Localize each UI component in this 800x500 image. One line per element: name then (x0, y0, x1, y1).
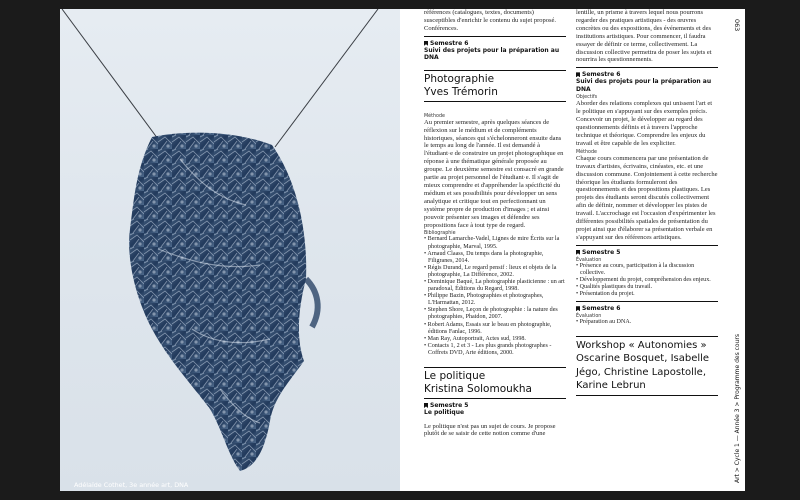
evaluation-list (576, 319, 718, 326)
bibliography-list (424, 236, 566, 357)
objectifs-paragraph: Aborder des relations complexes qui unissent l'art et le politique en s'appuyant sur des exemples précis. Concevoir un projet, le développer au regard des questionnements définis et à travers l'approche technique et théorique. Comprendre les enjeux du travail et être capable de les expliciter. (576, 100, 713, 147)
semester-5-label (424, 402, 566, 409)
photo-caption: Adélaïde Cothet, 3e année art, DNA (74, 481, 189, 489)
semester-6b-label (576, 305, 718, 312)
bibliography-item: • Man Ray, Autoportrait, Actes sud, 1998. (424, 335, 526, 342)
section-title-photographie: Photographie (424, 70, 566, 86)
evaluation-list (576, 263, 718, 298)
methode-paragraph: Au premier semestre, après quelques séances de réflexion sur le médium et de compléments historiques, séances qui s'échelonneront ensuite dans le temps au long de l'année. Il est demandé à l'étudiant·e de construire un projet photographique en réponse à une thématique générale proposée au groupe. Le deuxième semestre est consacré en grande partie au projet personnel de l'étudiant·e. Il s'agit de mieux comprendre et d'appréhender la spécificité du médium et ses possibilités pour développer un sens analytique et critique tout en perfectionnant un système propre de production d'images ; et ainsi pouvoir présenter ses images et défendre ses propositions face à tout type de regard. (424, 118, 564, 229)
evaluation-item: • Préparation au DNA. (576, 319, 632, 326)
semester-label-text: Semestre 5 (430, 402, 469, 409)
intro-paragraph: références (catalogues, textes, documents) susceptibles d'enrichir le contenu du sujet proposé. Conférences. (424, 9, 557, 32)
bibliography-item: • Contacts 1, 2 et 3 - Les plus grands photographes - Coffrets DVD, Arte éditions, 2000. (424, 342, 552, 356)
evaluation-item: • Développement du projet, compréhension des enjeux. (576, 276, 711, 283)
semester-label-text: Semestre 6 (430, 39, 469, 47)
page-number: 063 (733, 19, 741, 32)
book-spread (60, 9, 745, 491)
evaluation-item: • Présence au cours, participation à la discussion collective. (576, 262, 695, 276)
divider (576, 245, 718, 246)
semester-6-label (576, 71, 718, 78)
hanging-fabric-artwork (60, 9, 400, 491)
divider (576, 67, 718, 68)
flag-icon (424, 403, 428, 408)
section-title-politique: Le politique (424, 367, 566, 383)
text-page (400, 9, 745, 491)
semester-label-text: Semestre 6 (582, 71, 621, 79)
evaluation-item: • Présentation du projet. (576, 291, 635, 298)
flag-icon (576, 250, 580, 255)
semester-label-text: Semestre 6 (582, 305, 621, 313)
bibliography-item: • Philippe Bazin, Photographies et photographes, L'Harmattan, 2012. (424, 293, 544, 307)
semester-6-title: Suivi des projets pour la préparation au DNA (424, 46, 560, 62)
divider (576, 301, 718, 302)
column-right (576, 9, 718, 396)
section-author-tremorin: Yves Trémorin (424, 86, 566, 102)
semester-5-title: Le politique (424, 409, 465, 416)
bibliography-item: • Bernard Lamarche-Vadel, Lignes de mire Écrits sur la photographie, Marval, 1995. (424, 236, 560, 250)
objectifs-label: Objectifs (576, 95, 598, 101)
bibliography-item: • Stephen Shore, Leçon de photographie : la nature des photographies, Phaidon, 2007. (424, 307, 558, 321)
semester-6-label (424, 40, 566, 47)
workshop-title: Workshop « Autonomies » (576, 336, 718, 352)
semester-label-text: Semestre 5 (582, 248, 621, 256)
semester-5-label (576, 249, 718, 256)
divider (424, 36, 566, 37)
running-header: Art > Cycle 1 — Année 3 > Programme des cours (734, 333, 741, 483)
bibliography-item: • Robert Adams, Essais sur le beau en photographie, éditions Fanlac, 1996. (424, 321, 552, 335)
bibliography-item: • Régis Durand, Le regard pensif : lieux et objets de la photographie, La Différence, 2002. (424, 264, 557, 278)
bibliography-item: • Arnaud Claass, Du temps dans la photographie, Filigranes, 2014. (424, 250, 544, 264)
artwork-photograph (60, 9, 400, 491)
workshop-authors: Oscarine Bosquet, Isabelle Jégo, Christine Lapostolle, Karine Lebrun (576, 352, 718, 396)
methode-paragraph: Chaque cours commencera par une présentation de travaux d'artistes, écrivains, cinéastes, etc. et une discussion commune. Conjointement à cette recherche théorique les étudiants formuleront des questionnements et des propositions plastiques. Les projets des étudiants seront discutés collectivement afin de définir, nommer et développer les pistes de travail. L'accrochage est l'occasion d'expérimenter les différentes possibilités spatiales de présentation du projet ainsi que d'élaborer sa présentation verbale en s'appuyant sur des références artistiques. (576, 154, 718, 241)
methode-label: Méthode (576, 149, 597, 155)
intro-paragraph-continued: lentille, un prisme à travers lequel nous pourrons regarder des pratiques artistiques - des œuvres concrètes ou des expositions, des événements et des institutions artistiques. Pour commencer, il faudra essayer de définir ce terme, collectivement. La discussion collective permettra de poser les sujets et nourrira les questionnements. (576, 9, 712, 64)
section-author-solomoukha: Kristina Solomoukha (424, 383, 566, 399)
politique-paragraph: Le politique n'est pas un sujet de cours. Je propose plutôt de se saisir de cette notion comme d'une (424, 422, 556, 438)
bibliography-item: • Dominique Baqué, La photographie plasticienne : un art paradoxal, Éditions du Regard, 1998. (424, 278, 565, 293)
evaluation-label: Évaluation (576, 314, 602, 320)
column-left (424, 9, 566, 438)
evaluation-label: Évaluation (576, 257, 602, 263)
flag-icon (576, 72, 580, 77)
methode-label: Méthode (424, 113, 445, 119)
flag-icon (424, 41, 428, 46)
evaluation-item: • Qualités plastiques du travail. (576, 284, 653, 291)
semester-6-title: Suivi des projets pour la préparation au DNA (576, 78, 712, 93)
flag-icon (576, 306, 580, 311)
bibliographie-label: Bibliographie (424, 231, 456, 237)
